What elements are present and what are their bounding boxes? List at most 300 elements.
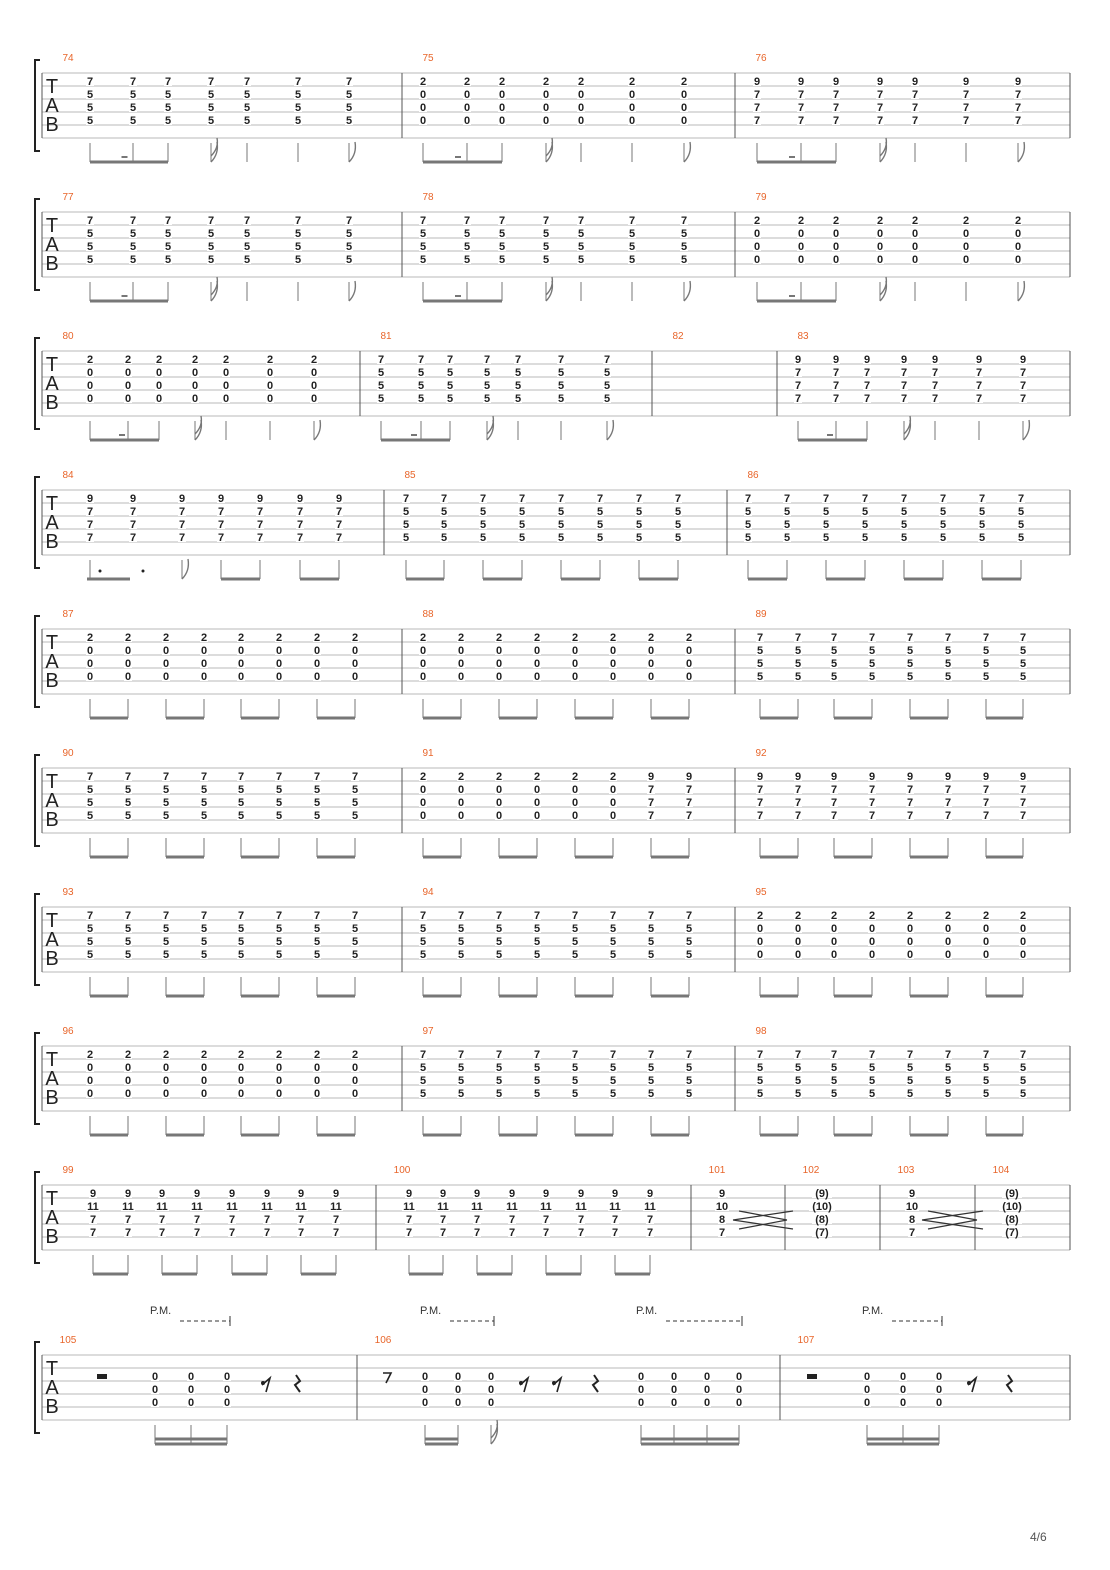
- fret-number: 2: [351, 632, 359, 644]
- beam: [757, 300, 836, 303]
- fret-number: 9: [508, 1188, 516, 1200]
- fret-number: 7: [911, 102, 919, 114]
- fret-number: 5: [86, 241, 94, 253]
- measure-number: 77: [62, 192, 74, 203]
- fret-number: 7: [405, 1227, 413, 1239]
- fret-number: 7: [962, 102, 970, 114]
- fret-number: 10: [715, 1201, 729, 1213]
- fret-number: 7: [498, 215, 506, 227]
- palm-mute-label: P.M.: [150, 1305, 172, 1317]
- fret-number: 5: [164, 102, 172, 114]
- fret-number: 0: [609, 797, 617, 809]
- fret-number: 7: [962, 115, 970, 127]
- tab-clef-letter: A: [45, 1207, 59, 1229]
- measure: [86, 631, 359, 720]
- fret-number: 0: [647, 671, 655, 683]
- beam: [910, 1134, 948, 1137]
- fret-number: 5: [906, 1062, 914, 1074]
- fret-number: 0: [266, 367, 274, 379]
- fret-number: 0: [313, 1088, 321, 1100]
- fret-number: 0: [577, 102, 585, 114]
- fret-number: 5: [129, 254, 137, 266]
- fret-number: 5: [417, 393, 425, 405]
- fret-number: 0: [797, 241, 805, 253]
- beam: [639, 578, 678, 581]
- measure: [744, 492, 1025, 581]
- fret-number: 0: [457, 645, 465, 657]
- fret-number: 5: [635, 519, 643, 531]
- fret-number: 7: [237, 771, 245, 783]
- measure: [794, 353, 1029, 442]
- fret-number: 11: [403, 1201, 415, 1213]
- fret-number: 5: [419, 1088, 427, 1100]
- fret-number: 0: [609, 645, 617, 657]
- fret-number: 5: [861, 519, 869, 531]
- fret-number: 7: [906, 1049, 914, 1061]
- fret-number: 7: [830, 784, 838, 796]
- beam: [575, 995, 613, 998]
- fret-number: 5: [457, 936, 465, 948]
- fret-number: 7: [207, 76, 215, 88]
- fret-number: 9: [832, 354, 840, 366]
- fret-number: 5: [1019, 658, 1027, 670]
- fret-number: 5: [674, 532, 682, 544]
- fret-number: 5: [162, 936, 170, 948]
- palm-mute-label: P.M.: [862, 1305, 884, 1317]
- fret-number: 5: [351, 810, 359, 822]
- fret-number: 5: [680, 241, 688, 253]
- fret-number: 2: [944, 910, 952, 922]
- fret-number: 5: [294, 241, 302, 253]
- system-bracket: [35, 894, 40, 985]
- fret-number: 7: [228, 1214, 236, 1226]
- measure-number: 95: [755, 887, 767, 898]
- fret-number: 2: [794, 910, 802, 922]
- fret-number: 7: [237, 910, 245, 922]
- fret-number: 9: [577, 1188, 585, 1200]
- measure-number: 84: [62, 470, 74, 481]
- fret-number: 7: [514, 354, 522, 366]
- fret-number: 7: [86, 519, 94, 531]
- fret-number: 5: [294, 254, 302, 266]
- measure: [86, 214, 355, 303]
- fret-number: 7: [685, 810, 693, 822]
- fret-number: 5: [628, 254, 636, 266]
- fret-number: 2: [457, 771, 465, 783]
- fret-number: 7: [557, 354, 565, 366]
- fret-number: 0: [498, 102, 506, 114]
- fret-number: 5: [609, 949, 617, 961]
- beam: [406, 578, 444, 581]
- measure-number: 104: [992, 1165, 1010, 1176]
- beam: [867, 1443, 939, 1446]
- harmonic-wedge-icon: [922, 1211, 983, 1229]
- fret-number: 5: [162, 797, 170, 809]
- measure-number: 78: [422, 192, 434, 203]
- fret-number: 5: [457, 923, 465, 935]
- fret-number: 5: [830, 671, 838, 683]
- fret-number: 0: [487, 1397, 495, 1409]
- measure: [715, 1187, 793, 1239]
- fret-number: 7: [1019, 797, 1027, 809]
- beam: [910, 717, 948, 720]
- fret-number: 0: [876, 228, 884, 240]
- fret-number: 9: [542, 1188, 550, 1200]
- fret-number: 2: [962, 215, 970, 227]
- fret-number: 9: [900, 354, 908, 366]
- fret-number: 7: [982, 810, 990, 822]
- fret-number: 2: [495, 771, 503, 783]
- note-flag: [684, 281, 690, 301]
- fret-number: 5: [783, 532, 791, 544]
- fret-number: 0: [876, 254, 884, 266]
- fret-number: 7: [647, 797, 655, 809]
- fret-number: 0: [223, 1397, 231, 1409]
- fret-number: 7: [457, 910, 465, 922]
- fret-number: 5: [417, 367, 425, 379]
- fret-number: 5: [939, 532, 947, 544]
- beam: [651, 856, 689, 859]
- fret-number: 0: [685, 645, 693, 657]
- fret-number: 0: [124, 1062, 132, 1074]
- fret-number: 7: [753, 102, 761, 114]
- fret-number: 7: [832, 393, 840, 405]
- fret-number: 7: [1019, 1049, 1027, 1061]
- fret-number: 9: [830, 771, 838, 783]
- fret-number: 5: [680, 228, 688, 240]
- fret-number: 5: [129, 102, 137, 114]
- fret-number: 0: [794, 936, 802, 948]
- tab-clef-letter: B: [45, 809, 59, 831]
- fret-number: 5: [518, 519, 526, 531]
- fret-number: (7): [1005, 1227, 1019, 1239]
- fret-number: 5: [557, 367, 565, 379]
- fret-number: 5: [457, 949, 465, 961]
- measure-number: 80: [62, 331, 74, 342]
- fret-number: 5: [685, 936, 693, 948]
- fret-number: 5: [237, 949, 245, 961]
- fret-number: 0: [1014, 228, 1022, 240]
- beam: [241, 1134, 279, 1137]
- fret-number: 0: [647, 658, 655, 670]
- fret-number: 5: [1019, 645, 1027, 657]
- fret-number: 5: [294, 228, 302, 240]
- fret-number: 7: [275, 910, 283, 922]
- beam: [93, 1273, 128, 1276]
- tab-clef-letter: A: [45, 234, 59, 256]
- fret-number: 5: [495, 936, 503, 948]
- fret-number: 5: [495, 1088, 503, 1100]
- fret-number: 7: [718, 1227, 726, 1239]
- fret-number: 0: [911, 254, 919, 266]
- fret-number: 0: [495, 658, 503, 670]
- fret-number: 7: [207, 215, 215, 227]
- beam: [986, 856, 1023, 859]
- measure: [419, 75, 690, 164]
- fret-number: 9: [228, 1188, 236, 1200]
- fret-number: 0: [454, 1397, 462, 1409]
- beam: [760, 1134, 798, 1137]
- fret-number: 7: [900, 367, 908, 379]
- fret-number: 5: [756, 658, 764, 670]
- tab-system: [35, 1026, 1070, 1137]
- fret-number: 7: [756, 632, 764, 644]
- fret-number: 5: [419, 949, 427, 961]
- note-flag: [349, 281, 355, 301]
- fret-number: 2: [680, 76, 688, 88]
- fret-number: 0: [419, 671, 427, 683]
- fret-number: 0: [187, 1371, 195, 1383]
- tab-clef-letter: T: [45, 76, 59, 98]
- fret-number: 0: [863, 1397, 871, 1409]
- fret-number: 5: [446, 393, 454, 405]
- measure: [377, 353, 613, 442]
- measure: [86, 1187, 343, 1276]
- fret-number: 7: [783, 493, 791, 505]
- fret-number: 0: [457, 810, 465, 822]
- fret-number: 5: [207, 241, 215, 253]
- fret-number: 7: [313, 910, 321, 922]
- fret-number: 5: [533, 1088, 541, 1100]
- eighth-rest-icon: [553, 1378, 561, 1392]
- fret-number: 5: [479, 506, 487, 518]
- fret-number: 2: [1014, 215, 1022, 227]
- fret-number: 5: [514, 367, 522, 379]
- beam: [423, 995, 461, 998]
- measure: [756, 1048, 1027, 1137]
- fret-number: 5: [243, 228, 251, 240]
- fret-number: 11: [330, 1201, 342, 1213]
- fret-number: 5: [124, 923, 132, 935]
- fret-number: 5: [794, 1075, 802, 1087]
- beam: [651, 995, 689, 998]
- fret-number: 7: [294, 215, 302, 227]
- fret-number: 5: [129, 89, 137, 101]
- fret-number: (10): [812, 1201, 832, 1213]
- fret-number: 0: [637, 1397, 645, 1409]
- fret-number: 0: [1019, 949, 1027, 961]
- beam: [423, 300, 502, 303]
- tab-system: [35, 1305, 1070, 1446]
- note-flag: [607, 420, 613, 440]
- fret-number: 5: [237, 797, 245, 809]
- palm-mute-label: P.M.: [420, 1305, 442, 1317]
- fret-number: 9: [794, 354, 802, 366]
- fret-number: 5: [685, 1088, 693, 1100]
- fret-number: 7: [603, 354, 611, 366]
- measure-number: 91: [422, 748, 434, 759]
- fret-number: 0: [313, 645, 321, 657]
- beam: [162, 1273, 197, 1276]
- tab-clef-letter: T: [45, 1188, 59, 1210]
- fret-number: 0: [571, 645, 579, 657]
- fret-number: 0: [533, 784, 541, 796]
- fret-number: 0: [187, 1397, 195, 1409]
- measure-number: 82: [672, 331, 684, 342]
- fret-number: 0: [753, 241, 761, 253]
- fret-number: 5: [419, 241, 427, 253]
- fret-number: 5: [419, 923, 427, 935]
- fret-number: 5: [744, 519, 752, 531]
- fret-number: 7: [200, 910, 208, 922]
- fret-number: 7: [263, 1227, 271, 1239]
- fret-number: 0: [454, 1384, 462, 1396]
- fret-number: 5: [495, 1062, 503, 1074]
- fret-number: 0: [906, 936, 914, 948]
- fret-number: 7: [217, 519, 225, 531]
- fret-number: 5: [419, 1075, 427, 1087]
- fret-number: 5: [483, 367, 491, 379]
- tab-clef-letter: T: [45, 771, 59, 793]
- fret-number: 0: [495, 810, 503, 822]
- measure-number: 107: [797, 1335, 815, 1346]
- fret-number: 5: [868, 645, 876, 657]
- fret-number: 5: [162, 810, 170, 822]
- fret-number: 2: [457, 632, 465, 644]
- fret-number: 2: [419, 632, 427, 644]
- fret-number: 5: [628, 241, 636, 253]
- fret-number: 5: [164, 241, 172, 253]
- measure: [999, 1187, 1025, 1239]
- fret-number: 5: [685, 923, 693, 935]
- fret-number: 9: [756, 771, 764, 783]
- beam: [641, 1443, 739, 1446]
- measure-number: 97: [422, 1026, 434, 1037]
- fret-number: 7: [402, 493, 410, 505]
- beam: [241, 995, 279, 998]
- fret-number: 5: [571, 923, 579, 935]
- fret-number: 7: [794, 784, 802, 796]
- fret-number: 7: [628, 215, 636, 227]
- beam: [221, 578, 260, 581]
- fret-number: 5: [635, 506, 643, 518]
- fret-number: 5: [417, 380, 425, 392]
- fret-number: 2: [495, 632, 503, 644]
- tab-clef-letter: A: [45, 512, 59, 534]
- fret-number: 5: [603, 393, 611, 405]
- dot: [99, 570, 102, 573]
- fret-number: 2: [868, 910, 876, 922]
- fret-number: 7: [86, 76, 94, 88]
- fret-number: 5: [830, 1062, 838, 1074]
- fret-number: 7: [542, 1214, 550, 1226]
- fret-number: 7: [830, 632, 838, 644]
- fret-number: 9: [944, 771, 952, 783]
- fret-number: 7: [178, 506, 186, 518]
- fret-number: 0: [237, 671, 245, 683]
- fret-number: 5: [351, 923, 359, 935]
- fret-number: 0: [124, 671, 132, 683]
- fret-number: 7: [162, 910, 170, 922]
- fret-number: (7): [815, 1227, 829, 1239]
- fret-number: 7: [911, 115, 919, 127]
- fret-number: 0: [944, 949, 952, 961]
- measure-number: 100: [393, 1165, 411, 1176]
- fret-number: 0: [86, 1075, 94, 1087]
- fret-number: 0: [962, 228, 970, 240]
- fret-number: 5: [861, 506, 869, 518]
- tab-clef-letter: A: [45, 95, 59, 117]
- note-flag: [349, 142, 355, 162]
- fret-number: 2: [830, 910, 838, 922]
- fret-number: 5: [162, 949, 170, 961]
- measure: [419, 214, 690, 303]
- fret-number: 5: [345, 228, 353, 240]
- fret-number: 0: [935, 1371, 943, 1383]
- fret-number: 7: [178, 519, 186, 531]
- fret-number: 5: [1019, 671, 1027, 683]
- beam: [423, 856, 461, 859]
- fret-number: 0: [542, 115, 550, 127]
- fret-number: 9: [797, 76, 805, 88]
- fret-number: 0: [457, 784, 465, 796]
- fret-number: 7: [446, 354, 454, 366]
- measure-number: 105: [59, 1335, 77, 1346]
- beam-partial: [119, 434, 125, 436]
- fret-number: 2: [191, 354, 199, 366]
- fret-number: 7: [296, 506, 304, 518]
- measure-number: 101: [708, 1165, 726, 1176]
- fret-number: 0: [191, 367, 199, 379]
- beam: [87, 578, 130, 581]
- fret-number: 7: [794, 1049, 802, 1061]
- fret-number: 0: [187, 1384, 195, 1396]
- fret-number: 7: [263, 1214, 271, 1226]
- fret-number: 0: [310, 393, 318, 405]
- fret-number: 7: [473, 1227, 481, 1239]
- fret-number: 7: [830, 810, 838, 822]
- fret-number: 7: [345, 76, 353, 88]
- fret-number: 5: [345, 115, 353, 127]
- fret-number: 0: [735, 1384, 743, 1396]
- fret-number: 9: [906, 771, 914, 783]
- measure-number: 92: [755, 748, 767, 759]
- beam: [301, 1273, 336, 1276]
- fret-number: 5: [609, 923, 617, 935]
- fret-number: 7: [900, 380, 908, 392]
- fret-number: 7: [351, 771, 359, 783]
- fret-number: 7: [944, 1049, 952, 1061]
- fret-number: 8: [718, 1214, 726, 1226]
- fret-number: 7: [124, 1227, 132, 1239]
- fret-number: 5: [237, 923, 245, 935]
- beam: [641, 1438, 739, 1441]
- fret-number: 7: [931, 393, 939, 405]
- fret-number: 7: [158, 1214, 166, 1226]
- fret-number: 7: [611, 1227, 619, 1239]
- fret-number: 0: [495, 671, 503, 683]
- fret-number: 5: [978, 519, 986, 531]
- fret-number: 7: [1019, 393, 1027, 405]
- beam: [986, 717, 1023, 720]
- tab-clef-letter: B: [45, 114, 59, 136]
- fret-number: 2: [313, 1049, 321, 1061]
- tab-clef-letter: T: [45, 1049, 59, 1071]
- fret-number: 7: [417, 354, 425, 366]
- fret-number: 7: [129, 532, 137, 544]
- fret-number: 9: [962, 76, 970, 88]
- fret-number: 0: [571, 658, 579, 670]
- fret-number: 5: [86, 923, 94, 935]
- fret-number: 5: [1019, 1062, 1027, 1074]
- fret-number: 5: [419, 254, 427, 266]
- fret-number: 0: [703, 1397, 711, 1409]
- fret-number: 0: [275, 1088, 283, 1100]
- fret-number: 9: [439, 1188, 447, 1200]
- fret-number: 9: [178, 493, 186, 505]
- fret-number: 7: [674, 493, 682, 505]
- fret-number: 0: [162, 1075, 170, 1087]
